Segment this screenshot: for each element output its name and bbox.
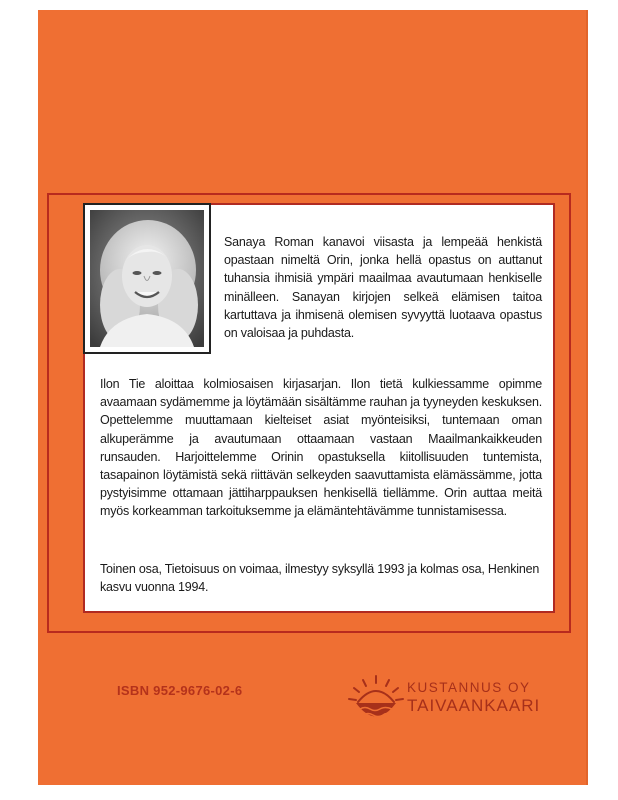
author-portrait-image xyxy=(90,210,204,347)
publisher-name xyxy=(407,680,540,716)
publisher-line-1: KUSTANNUS OY xyxy=(407,680,531,695)
author-photo xyxy=(83,203,211,354)
sun-over-waves-logo-icon xyxy=(346,672,406,727)
isbn-number: ISBN 952-9676-02-6 xyxy=(117,683,243,698)
series-note-text: Toinen osa, Tietoisuus on voimaa, ilmestyy syksyllä 1993 ja kolmas osa, Henkinen kasvu vuonna 1994. xyxy=(100,562,540,595)
publisher-line-2: TAIVAANKAARI xyxy=(407,696,541,715)
book-description-text: Ilon Tie aloittaa kolmiosaisen kirjasarjan. Ilon tietä kulkiessamme opimme avaamaan sydämemme ja löytämään sisältämme rauhan ja tyyneyden keskuksen. Opettelemme muuttamaan kielteiset asiat myönteisiksi, tuntemaan oman alkuperämme ja avautumaan ottaamaan vastaan Maailmankaikkeuden runsauden. Harjoittelemme Orinin opastuksella kiitollisuuden tuntemista, tasapainon löytämistä sekä riittävän selkeyden saavuttamista elämässämme, jotta pystyisimme ottamaan jättiharppauksen henkisellä tiellämme. Orin auttaa meitä myös korkeamman tarkoituksemme ja elämäntehtävämme tunnistamisessa. xyxy=(100,377,542,519)
author-intro-text: Sanaya Roman kanavoi viisasta ja lempeää henkistä opastaan nimeltä Orin, jonka hellä opastus on auttanut tuhansia ihmisiä ympäri maailmaa avautumaan henkiselle minälleen. Sanayan kirjojen selkeä elämisen taitoa kartuttava ja ihmisenä olemisen syvyyttä luotaava opastus on valoisaa ja puhdasta. xyxy=(224,235,542,341)
